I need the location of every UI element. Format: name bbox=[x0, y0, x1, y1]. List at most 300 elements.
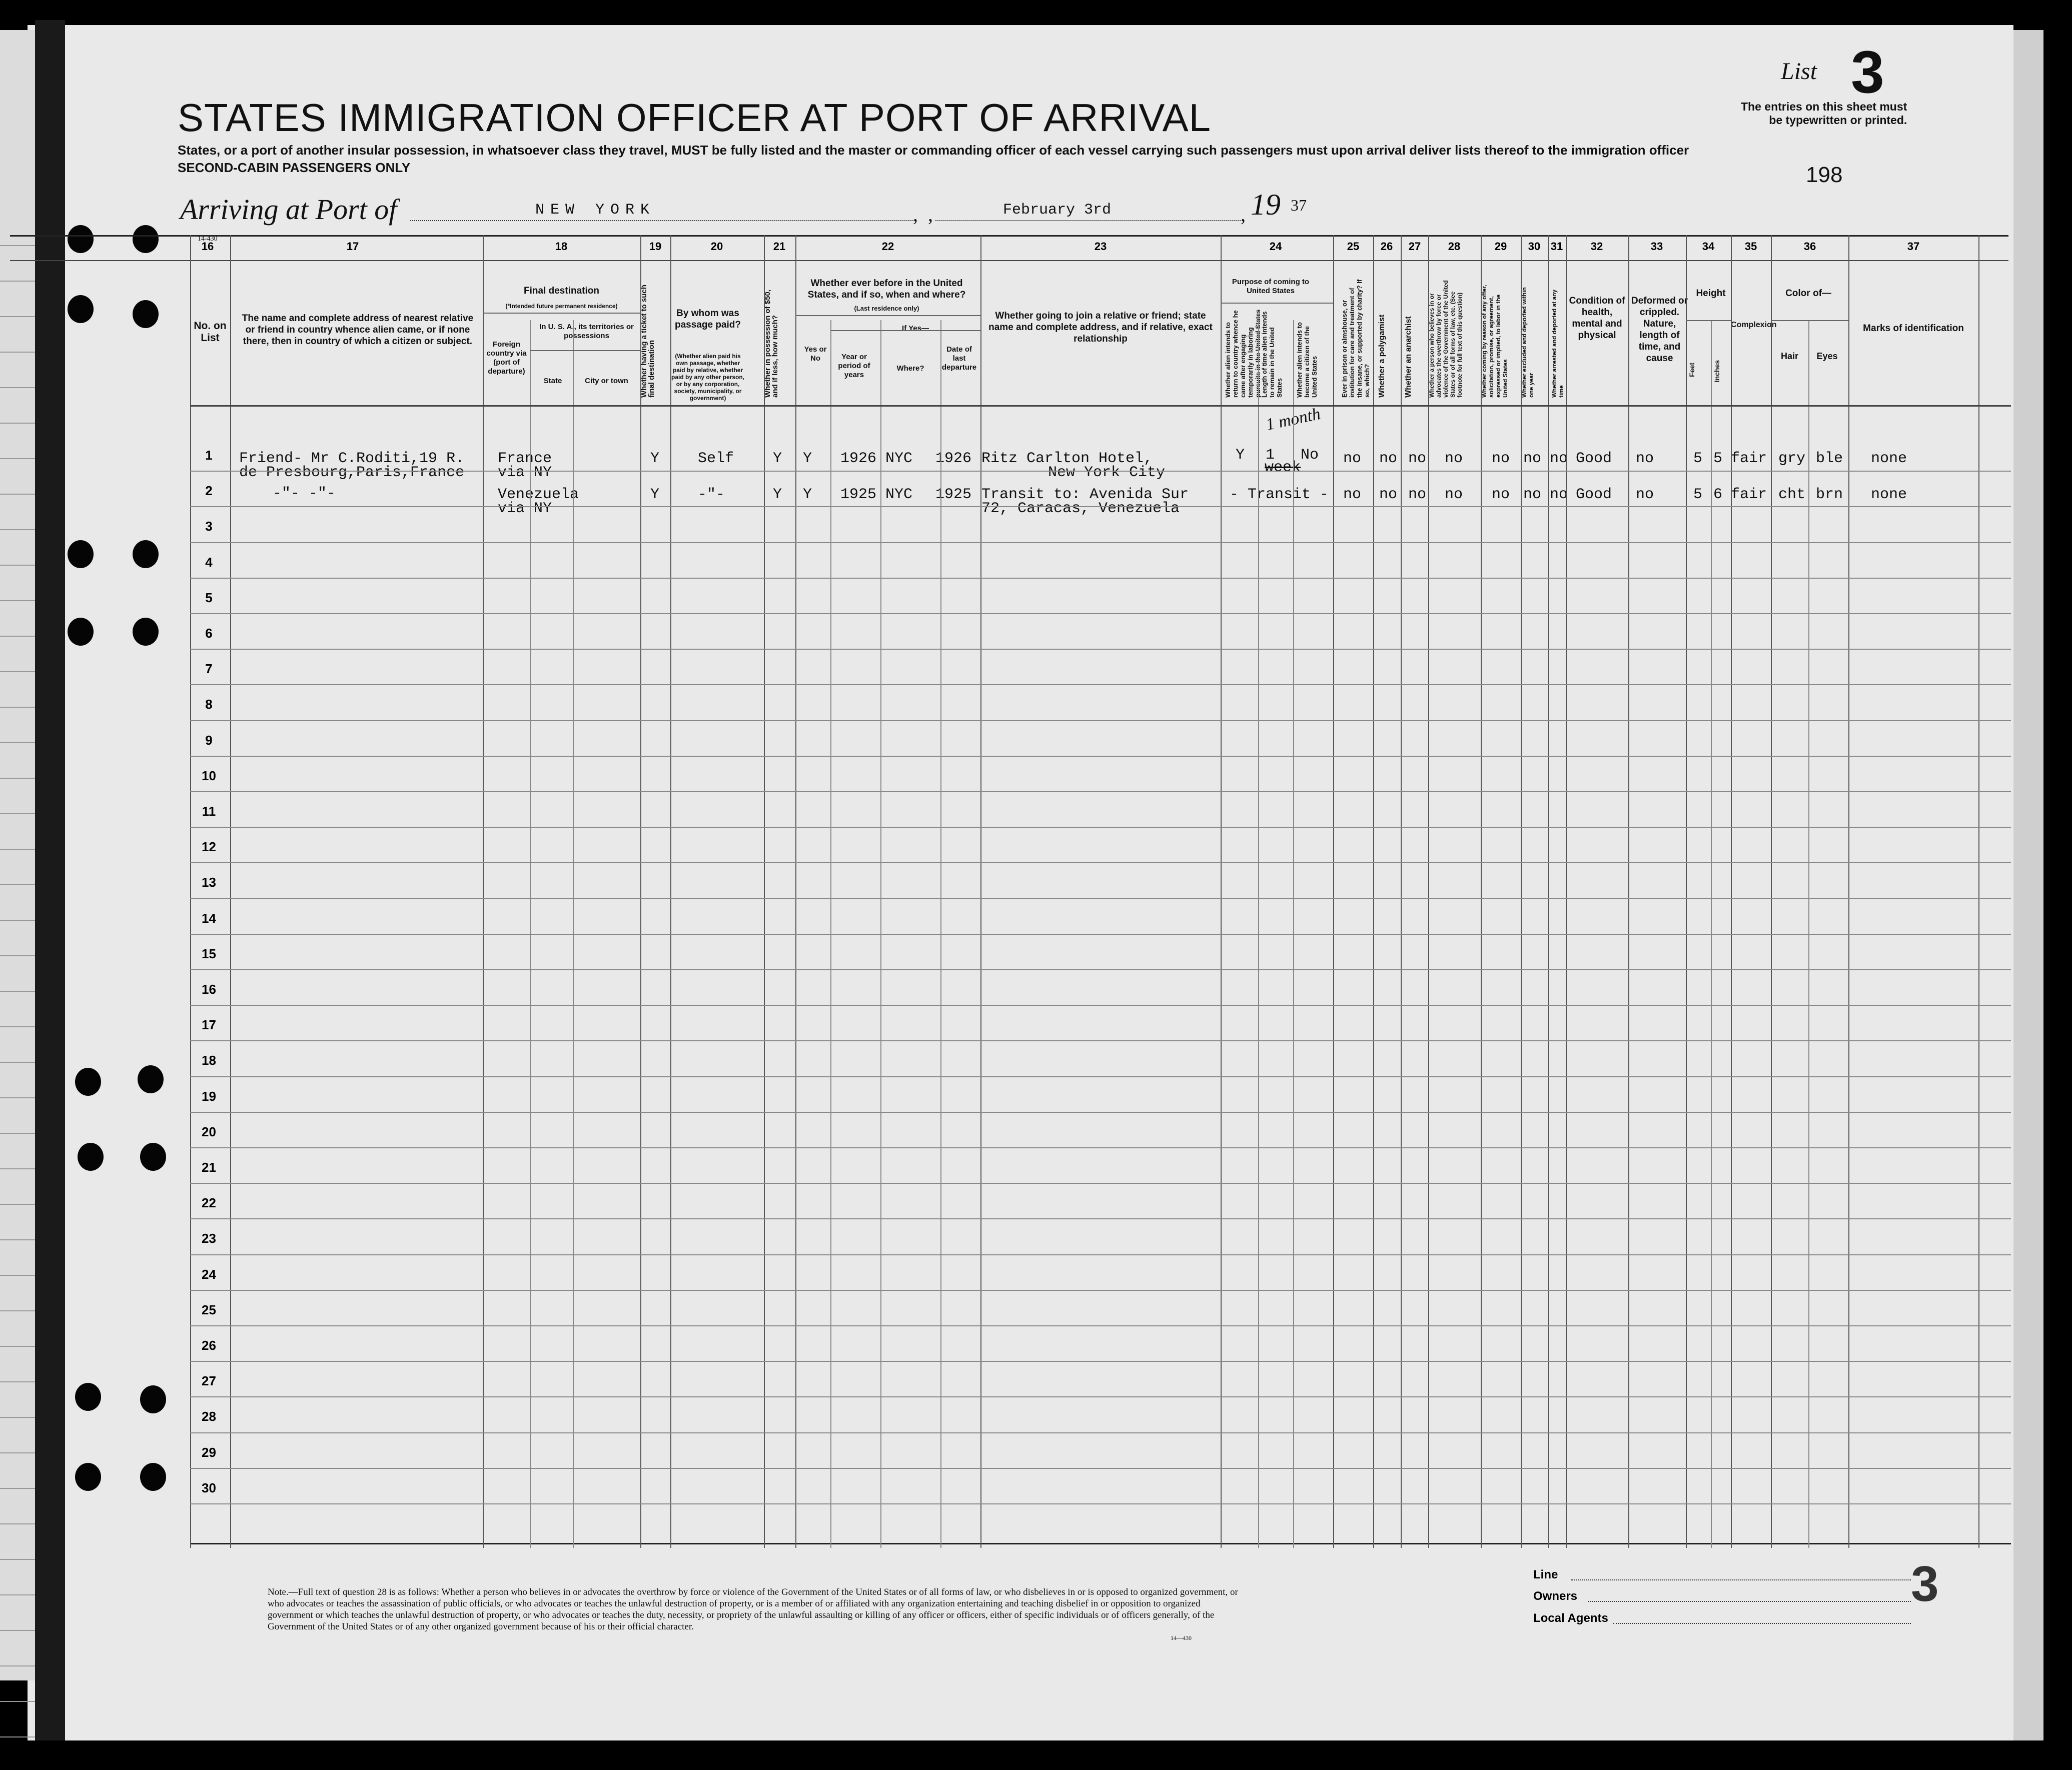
header-question-28: Whether a person who believes in or advocates the overthrow by force or violence of the Government of the United States or of all forms of law, etc. (See footnote for full text of this question) bbox=[1428, 280, 1463, 398]
row-rule bbox=[190, 1112, 2011, 1113]
column-rule bbox=[1628, 235, 1629, 1548]
header-hair: Hair bbox=[1780, 351, 1798, 361]
entry-1-inches: 5 bbox=[1713, 450, 1723, 467]
header-purpose-a: Whether alien intends to return to country whence he came after engaging temporarily in laboring pursuits in the United States bbox=[1224, 309, 1262, 398]
column-number: 22 bbox=[881, 240, 894, 253]
row-number: 27 bbox=[202, 1373, 216, 1389]
stub-rule bbox=[0, 245, 35, 246]
entry-1-passage: Self bbox=[698, 450, 734, 467]
stub-rule bbox=[0, 1062, 35, 1063]
binding-edge bbox=[35, 20, 65, 1740]
column-rule bbox=[1548, 235, 1549, 1548]
entry-1-c25: no bbox=[1343, 450, 1362, 467]
header-city: City or town bbox=[585, 377, 628, 385]
row-rule bbox=[190, 506, 2011, 507]
header-yes-no: Yes or No bbox=[804, 345, 827, 363]
entry-1-c29: no bbox=[1492, 450, 1510, 467]
column-rule bbox=[670, 235, 671, 1548]
stub-rule bbox=[0, 1381, 35, 1382]
header-sub-rule bbox=[795, 315, 980, 316]
entry-2-relative-line1: -"- -"- bbox=[273, 485, 336, 502]
row-rule bbox=[190, 1503, 2011, 1504]
row-number: 20 bbox=[202, 1124, 216, 1139]
column-number: 25 bbox=[1347, 240, 1360, 253]
punch-hole bbox=[68, 540, 94, 568]
row-number: 26 bbox=[202, 1338, 216, 1353]
column-number: 23 bbox=[1094, 240, 1107, 253]
header-sub-rule bbox=[1686, 320, 1731, 321]
row-rule bbox=[190, 1005, 2011, 1006]
entry-1-destination-line2: via NY bbox=[498, 464, 552, 481]
year-prefix: 19 bbox=[1251, 188, 1281, 221]
entry-1-joining-line1: Ritz Carlton Hotel, bbox=[981, 450, 1153, 467]
agents-underline bbox=[1613, 1623, 1911, 1624]
stub-rule bbox=[0, 600, 35, 601]
entry-1-purpose-c: No bbox=[1301, 447, 1319, 464]
column-rule bbox=[1481, 235, 1482, 1548]
stub-rule bbox=[0, 1594, 35, 1595]
row-number: 16 bbox=[202, 982, 216, 997]
entry-2-inches: 6 bbox=[1713, 486, 1723, 503]
column-rule bbox=[1428, 235, 1429, 1548]
header-fifty-dollars: Whether in possession of $50, and if less, how much? bbox=[763, 290, 779, 398]
row-rule bbox=[190, 934, 2011, 935]
comma: , bbox=[913, 203, 918, 226]
row-rule bbox=[190, 471, 2011, 472]
table-top-rule bbox=[10, 235, 2008, 237]
entry-1-c26: no bbox=[1379, 450, 1398, 467]
entry-1-hair: gry bbox=[1778, 450, 1806, 467]
column-rule bbox=[230, 235, 231, 1548]
stub-rule bbox=[0, 813, 35, 814]
row-rule bbox=[190, 1040, 2011, 1041]
column-number: 35 bbox=[1744, 240, 1757, 253]
entry-1-marks: none bbox=[1871, 450, 1907, 467]
row-number: 14 bbox=[202, 910, 216, 926]
row-number: 2 bbox=[205, 483, 213, 499]
entry-2-departure: 1925 bbox=[935, 486, 972, 503]
stub-rule bbox=[0, 849, 35, 850]
entry-2-complexion: fair bbox=[1731, 486, 1767, 503]
entry-2-joining-line1: Transit to: Avenida Sur bbox=[981, 486, 1189, 503]
stub-rule bbox=[0, 565, 35, 566]
column-rule bbox=[980, 235, 981, 1548]
column-rule bbox=[1333, 235, 1334, 1548]
row-number: 28 bbox=[202, 1409, 216, 1424]
row-rule bbox=[190, 1432, 2011, 1433]
stub-rule bbox=[0, 458, 35, 459]
header-ever-before: Whether ever before in the United States, and if so, when and where? bbox=[807, 278, 966, 300]
column-rule bbox=[1848, 235, 1849, 1548]
row-rule bbox=[190, 1218, 2011, 1219]
row-rule bbox=[190, 1325, 2011, 1326]
punch-hole bbox=[140, 1385, 166, 1413]
entry-2-year: 1925 bbox=[840, 486, 877, 503]
row-rule bbox=[190, 898, 2011, 899]
arrival-date: February 3rd bbox=[1003, 202, 1112, 219]
stub-rule bbox=[0, 1417, 35, 1418]
stub-rule bbox=[0, 1097, 35, 1098]
row-rule bbox=[190, 578, 2011, 579]
header-state: State bbox=[543, 377, 562, 385]
stub-rule bbox=[0, 1310, 35, 1311]
column-rule bbox=[640, 235, 641, 1548]
row-rule bbox=[190, 756, 2011, 757]
row-number: 17 bbox=[202, 1017, 216, 1033]
entry-1-before: Y bbox=[803, 450, 812, 467]
row-number: 12 bbox=[202, 839, 216, 855]
column-number: 30 bbox=[1528, 240, 1541, 253]
entry-1-ticket: Y bbox=[650, 450, 660, 467]
row-rule bbox=[190, 542, 2011, 543]
stub-rule bbox=[0, 281, 35, 282]
entry-2-hair: cht bbox=[1778, 486, 1806, 503]
instructions: States, or a port of another insular possession, in whatsoever class they travel, MUST be fully listed and the master or commanding officer of each vessel carrying such passengers must upon arrival deliver lists thereof to the immigration officer bbox=[178, 143, 1689, 158]
header-color: Color of— bbox=[1785, 288, 1831, 299]
header-question-31: Whether arrested and deported at any time bbox=[1551, 289, 1565, 398]
entry-1-joining-line2: New York City bbox=[1048, 464, 1166, 481]
row-number: 4 bbox=[205, 554, 213, 570]
header-no-on-list: No. on List bbox=[194, 320, 227, 344]
owners-label: Owners bbox=[1533, 1589, 1578, 1603]
column-number: 20 bbox=[710, 240, 723, 253]
row-number: 8 bbox=[205, 697, 213, 712]
column-rule bbox=[1566, 235, 1567, 1548]
header-eyes: Eyes bbox=[1816, 351, 1838, 361]
punch-hole bbox=[75, 1383, 101, 1411]
row-number: 25 bbox=[202, 1302, 216, 1317]
entry-2-c28: no bbox=[1445, 486, 1463, 503]
header-bottom-rule bbox=[190, 405, 2011, 407]
stub-rule bbox=[0, 778, 35, 779]
column-number: 33 bbox=[1650, 240, 1663, 253]
entry-1-purpose-b-struck: week bbox=[1265, 459, 1301, 476]
stamped-page-number: 3 bbox=[1911, 1556, 1939, 1612]
punch-hole bbox=[68, 295, 94, 323]
column-rule bbox=[1686, 235, 1687, 1548]
entry-2-destination-line2: via NY bbox=[498, 500, 552, 517]
row-number: 18 bbox=[202, 1053, 216, 1068]
entry-2-c30: no bbox=[1523, 486, 1542, 503]
row-number: 1 bbox=[205, 448, 213, 463]
row-number: 13 bbox=[202, 875, 216, 890]
row-number: 21 bbox=[202, 1160, 216, 1175]
punch-hole bbox=[133, 540, 159, 568]
punch-hole bbox=[68, 225, 94, 253]
column-number: 18 bbox=[555, 240, 568, 253]
row-number: 24 bbox=[202, 1266, 216, 1282]
line-underline bbox=[1571, 1579, 1911, 1580]
entry-1-handwritten-note: 1 month bbox=[1264, 404, 1323, 435]
port-underline bbox=[410, 220, 915, 221]
form-number: 14-430 bbox=[198, 235, 218, 243]
header-height: Height bbox=[1696, 288, 1726, 299]
header-sub-rule bbox=[483, 313, 640, 314]
column-number: 29 bbox=[1494, 240, 1507, 253]
header-inches: Inches bbox=[1713, 360, 1721, 383]
row-rule bbox=[190, 862, 2011, 863]
comma: , bbox=[928, 203, 933, 226]
column-number: 21 bbox=[773, 240, 786, 253]
entry-1-destination-line1: France bbox=[498, 450, 552, 467]
column-number: 27 bbox=[1408, 240, 1421, 253]
row-rule bbox=[190, 827, 2011, 828]
row-rule bbox=[190, 1361, 2011, 1362]
entry-2-eyes: brn bbox=[1816, 486, 1843, 503]
entry-2-passage: -"- bbox=[698, 486, 725, 503]
row-rule bbox=[190, 1396, 2011, 1397]
stub-rule bbox=[0, 1168, 35, 1169]
stub-rule bbox=[0, 991, 35, 992]
entry-2-destination-line1: Venezuela bbox=[498, 486, 579, 503]
stub-rule bbox=[0, 423, 35, 424]
header-polygamist: Whether a polygamist bbox=[1378, 314, 1386, 398]
entry-1-relative-line2: de Presbourg,Paris,France bbox=[239, 464, 465, 481]
stub-rule bbox=[0, 387, 35, 388]
entry-1-c28: no bbox=[1445, 450, 1463, 467]
table-bottom-rule bbox=[190, 1543, 2011, 1544]
entry-2-before: Y bbox=[803, 486, 812, 503]
header-final-destination-note: (*Intended future permanent residence) bbox=[505, 303, 618, 310]
entry-2-health: Good bbox=[1576, 486, 1612, 503]
header-sub-rule bbox=[530, 350, 640, 351]
row-number: 5 bbox=[205, 590, 213, 605]
header-sub-rule bbox=[1221, 303, 1333, 304]
stub-rule bbox=[0, 494, 35, 495]
row-rule bbox=[190, 613, 2011, 614]
header-sub-rule bbox=[1771, 320, 1848, 321]
stub-rule bbox=[0, 920, 35, 921]
column-number: 26 bbox=[1380, 240, 1393, 253]
stub-rule bbox=[0, 742, 35, 743]
column-rule bbox=[1521, 235, 1522, 1548]
header-if-yes: If Yes— bbox=[902, 324, 929, 333]
entry-1-purpose-b: 1 bbox=[1266, 447, 1275, 464]
stub-rule bbox=[0, 955, 35, 956]
entry-1-where: NYC bbox=[885, 450, 913, 467]
colnum-rule bbox=[10, 260, 2008, 261]
column-number: 28 bbox=[1448, 240, 1461, 253]
entry-2-c26: no bbox=[1379, 486, 1398, 503]
row-number: 6 bbox=[205, 626, 213, 641]
page-stub bbox=[0, 30, 35, 1680]
header-question-29: Whether coming by reason of any offer, solicitation, promise, or agreement, expressed or implied, to labor in the United States bbox=[1481, 285, 1509, 398]
footer-form-number: 14—430 bbox=[1171, 1634, 1192, 1641]
row-rule bbox=[190, 969, 2011, 970]
header-in-usa: In U. S. A., its territories or possessions bbox=[539, 323, 634, 340]
header-ticket: Whether having a ticket to such final destination bbox=[640, 285, 656, 398]
entry-1-departure: 1926 bbox=[935, 450, 972, 467]
date-underline bbox=[935, 220, 1241, 221]
entry-2-deformed: no bbox=[1636, 486, 1654, 503]
column-rule bbox=[1731, 235, 1732, 1548]
row-number: 23 bbox=[202, 1231, 216, 1246]
stub-rule bbox=[0, 529, 35, 530]
port-value: NEW YORK bbox=[535, 202, 656, 219]
stub-rule bbox=[0, 1630, 35, 1631]
row-rule bbox=[190, 1468, 2011, 1469]
entry-2-c25: no bbox=[1343, 486, 1362, 503]
column-rule bbox=[1401, 235, 1402, 1548]
stub-rule bbox=[0, 1204, 35, 1205]
row-rule bbox=[190, 1147, 2011, 1148]
stub-rule bbox=[0, 1488, 35, 1489]
row-rule bbox=[190, 720, 2011, 721]
entry-2-feet: 5 bbox=[1693, 486, 1703, 503]
row-number: 3 bbox=[205, 519, 213, 534]
entry-1-eyes: ble bbox=[1816, 450, 1843, 467]
stub-rule bbox=[0, 352, 35, 353]
stub-rule bbox=[0, 1559, 35, 1560]
row-number: 22 bbox=[202, 1195, 216, 1211]
row-number: 10 bbox=[202, 768, 216, 783]
punch-hole bbox=[133, 618, 159, 646]
header-where: Where? bbox=[896, 364, 924, 373]
header-health: Condition of health, mental and physical bbox=[1569, 296, 1625, 341]
header-passage-paid: By whom was passage paid? bbox=[675, 308, 741, 330]
row-rule bbox=[190, 1183, 2011, 1184]
stub-rule bbox=[0, 884, 35, 885]
entry-1-c27: no bbox=[1408, 450, 1427, 467]
column-rule bbox=[1373, 235, 1374, 1548]
header-sub-rule bbox=[830, 330, 980, 331]
column-number: 16 bbox=[201, 240, 214, 253]
stub-rule bbox=[0, 316, 35, 317]
stub-rule bbox=[0, 1665, 35, 1666]
entry-2-purpose: - Transit - bbox=[1230, 486, 1329, 503]
row-number: 19 bbox=[202, 1088, 216, 1104]
entry-2-where: NYC bbox=[885, 486, 913, 503]
entry-1-deformed: no bbox=[1636, 450, 1654, 467]
header-final-destination: Final destination bbox=[524, 286, 599, 296]
header-question-30: Whether excluded and deported within one year bbox=[1521, 287, 1535, 398]
stub-rule bbox=[0, 1701, 35, 1702]
column-rule bbox=[764, 235, 765, 1548]
stub-rule bbox=[0, 1346, 35, 1347]
row-rule bbox=[190, 1076, 2011, 1077]
sheet-number: 198 bbox=[1806, 163, 1843, 187]
entry-2-ticket: Y bbox=[650, 486, 660, 503]
page-title: STATES IMMIGRATION OFFICER AT PORT OF ARRIVAL bbox=[178, 96, 1212, 140]
year-suffix: 37 bbox=[1291, 196, 1307, 214]
stub-rule bbox=[0, 1026, 35, 1027]
entry-2-c31: no bbox=[1550, 486, 1568, 503]
column-number: 24 bbox=[1269, 240, 1282, 253]
column-number: 17 bbox=[346, 240, 359, 253]
entry-2-c29: no bbox=[1492, 486, 1510, 503]
punch-hole bbox=[75, 1463, 101, 1491]
column-rule bbox=[795, 235, 796, 1548]
header-anarchist: Whether an anarchist bbox=[1404, 316, 1413, 398]
header-complexion: Complexion bbox=[1731, 321, 1777, 329]
entry-2-marks: none bbox=[1871, 486, 1907, 503]
column-number: 37 bbox=[1907, 240, 1920, 253]
passenger-class: SECOND-CABIN PASSENGERS ONLY bbox=[178, 160, 411, 175]
column-number: 31 bbox=[1550, 240, 1563, 253]
stub-rule bbox=[0, 671, 35, 672]
column-number: 34 bbox=[1702, 240, 1715, 253]
row-rule bbox=[190, 1290, 2011, 1291]
comma: , bbox=[1241, 203, 1246, 226]
stub-rule bbox=[0, 707, 35, 708]
header-last-residence: (Last residence only) bbox=[854, 305, 919, 312]
header-passage-note: (Whether alien paid his own passage, whether paid by relative, whether paid by any other person, or by any corporation, society, municipality, or government) bbox=[671, 353, 745, 402]
header-year-period: Year or period of years bbox=[838, 353, 870, 379]
header-purpose-c: Whether alien intends to become a citizen of the United States bbox=[1296, 322, 1318, 398]
stub-rule bbox=[0, 636, 35, 637]
punch-hole bbox=[140, 1463, 166, 1491]
row-number: 30 bbox=[202, 1480, 216, 1495]
entry-1-complexion: fair bbox=[1731, 450, 1767, 467]
column-rule bbox=[1771, 235, 1772, 1548]
header-marks: Marks of identification bbox=[1863, 323, 1964, 334]
entry-1-fifty: Y bbox=[773, 450, 782, 467]
port-label: Arriving at Port of bbox=[180, 193, 397, 226]
header-prison: Ever in prison or almshouse, or institution for care and treatment of the insane, or supported by charity? If so, which? bbox=[1341, 279, 1371, 398]
header-date-departure: Date of last departure bbox=[941, 345, 977, 372]
punch-hole bbox=[133, 300, 159, 328]
row-number: 7 bbox=[205, 661, 213, 677]
entry-1-c31: no bbox=[1550, 450, 1568, 467]
punch-hole bbox=[68, 618, 94, 646]
header-nearest-relative: The name and complete address of nearest relative or friend in country whence alien came, or if none there, then in country of which a citizen or subject. bbox=[242, 313, 474, 347]
column-rule bbox=[1978, 235, 1979, 1548]
row-rule bbox=[190, 1254, 2011, 1255]
column-rule bbox=[1221, 235, 1222, 1548]
owners-underline bbox=[1588, 1601, 1911, 1602]
typewritten-notice: The entries on this sheet must be typewritten or printed. bbox=[1741, 100, 1907, 127]
row-rule bbox=[190, 684, 2011, 685]
list-number: 3 bbox=[1851, 39, 1884, 106]
punch-hole bbox=[133, 225, 159, 253]
punch-hole bbox=[78, 1143, 104, 1171]
row-number: 29 bbox=[202, 1444, 216, 1460]
stub-rule bbox=[0, 1133, 35, 1134]
line-label: Line bbox=[1533, 1568, 1558, 1581]
entry-1-purpose-a: Y bbox=[1236, 447, 1245, 464]
stub-rule bbox=[0, 1275, 35, 1276]
punch-hole bbox=[140, 1143, 166, 1171]
stub-rule bbox=[0, 1239, 35, 1240]
footnote-question-28: Note.—Full text of question 28 is as follows: Whether a person who believes in or advocates the overthrow by force or violence of the Government of the United States or of all forms of law, or who disbelieves in or is opposed to organized government, or who advocates or teaches the assassination of public officials, or who advocates or teaches the unlawful destruction of property, or is a member of or affiliated with any organization entertaining and teaching disbelief in or opposition to organized government or which teaches the unlawful destruction of property, or who advocates or teaches the duty, necessity, or propriety of the unlawful assaulting or killing of any officer or officers, either of specific individuals or of officers generally, of the Government of the United States or of any other organized government because of his or their official character. bbox=[268, 1587, 1238, 1632]
row-number: 15 bbox=[202, 946, 216, 961]
stub-rule bbox=[0, 1736, 35, 1737]
stub-rule bbox=[0, 1452, 35, 1453]
entry-1-relative-line1: Friend- Mr C.Roditi,19 R. bbox=[239, 450, 465, 467]
row-number: 9 bbox=[205, 732, 213, 748]
entry-1-c30: no bbox=[1523, 450, 1542, 467]
page-stack-edge bbox=[2013, 30, 2043, 1740]
header-purpose: Purpose of coming to United States bbox=[1232, 278, 1310, 295]
punch-hole bbox=[138, 1065, 164, 1093]
entry-2-fifty: Y bbox=[773, 486, 782, 503]
header-purpose-b: Length of time alien intends to remain in the United States bbox=[1261, 311, 1283, 398]
entry-2-joining-line2: 72, Caracas, Venezuela bbox=[981, 500, 1180, 517]
header-joining-relative: Whether going to join a relative or friend; state name and complete address, and if relative, exact relationship bbox=[988, 311, 1213, 344]
header-feet: Feet bbox=[1688, 363, 1696, 377]
row-rule bbox=[190, 649, 2011, 650]
local-agents-label: Local Agents bbox=[1533, 1611, 1608, 1625]
stub-rule bbox=[0, 1523, 35, 1524]
row-rule bbox=[190, 791, 2011, 792]
manifest-sheet bbox=[28, 25, 2013, 1740]
entry-1-feet: 5 bbox=[1693, 450, 1703, 467]
column-number: 36 bbox=[1803, 240, 1816, 253]
punch-hole bbox=[75, 1068, 101, 1096]
entry-2-c27: no bbox=[1408, 486, 1427, 503]
column-number: 32 bbox=[1590, 240, 1603, 253]
list-label: List bbox=[1781, 58, 1817, 85]
